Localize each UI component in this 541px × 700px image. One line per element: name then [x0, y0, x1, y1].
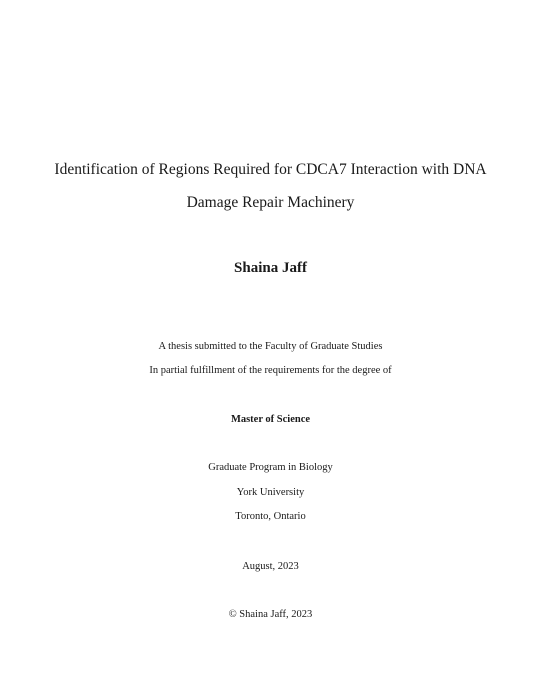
submission-statement-line-1: A thesis submitted to the Faculty of Graduate Studies [158, 341, 383, 352]
author-name: Shaina Jaff [234, 260, 307, 276]
thesis-title-line-2: Damage Repair Machinery [186, 194, 355, 211]
degree-name: Master of Science [230, 414, 311, 425]
program-name: Graduate Program in Biology [208, 462, 333, 473]
thesis-title-line-1: Identification of Regions Required for CDCA7 Interaction with DNA [54, 161, 487, 178]
copyright-notice: © Shaina Jaff, 2023 [228, 609, 313, 620]
submission-statement-line-2: In partial fulfillment of the requirements for the degree of [149, 365, 392, 376]
submission-date: August, 2023 [242, 561, 299, 572]
university-location: Toronto, Ontario [235, 511, 306, 522]
university-name: York University [236, 487, 305, 498]
